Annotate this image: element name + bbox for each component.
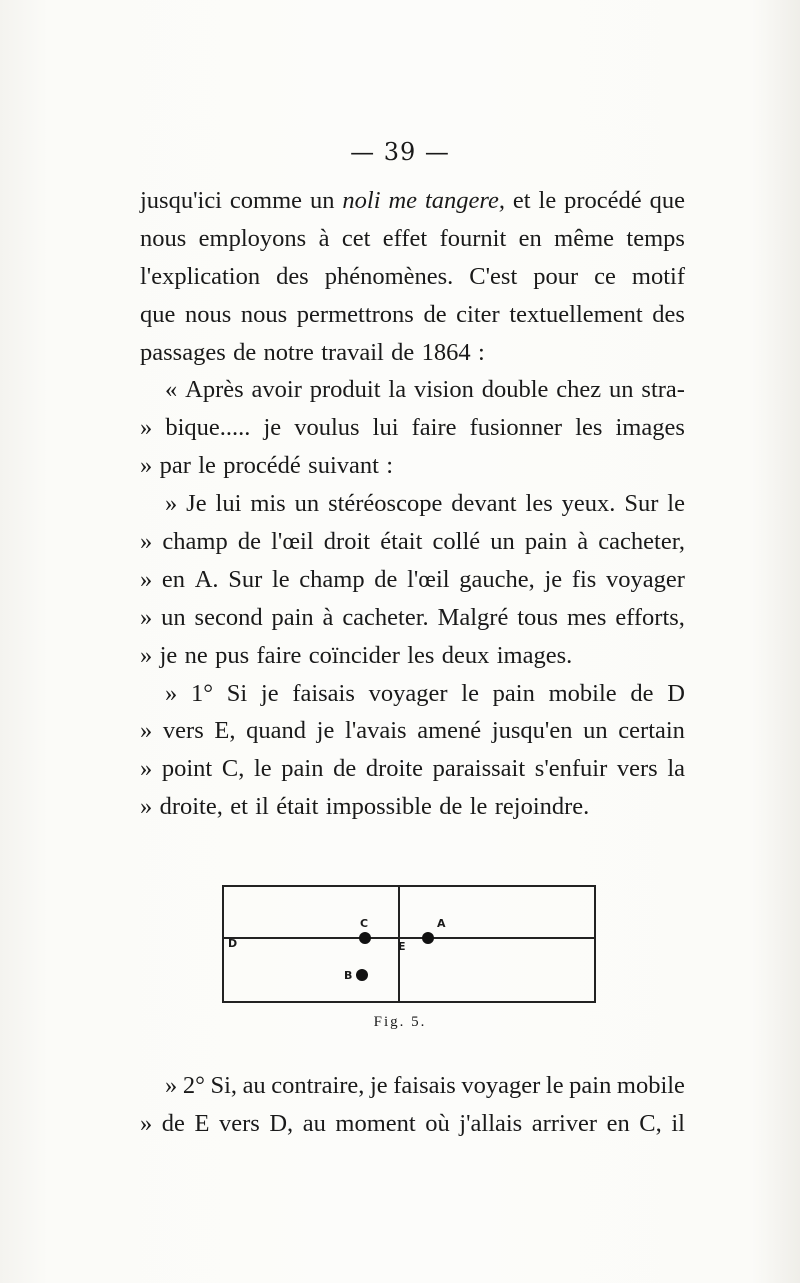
word: la xyxy=(388,376,407,404)
word: que xyxy=(649,187,685,214)
word: voyager xyxy=(368,679,448,707)
text-line xyxy=(140,1105,685,1143)
word: double xyxy=(481,376,549,404)
word: nous xyxy=(140,224,187,252)
word: coïncider xyxy=(308,641,400,669)
figure-point-b xyxy=(356,969,368,981)
word: de xyxy=(391,338,415,366)
word: impossible xyxy=(325,793,432,821)
word: second xyxy=(194,603,263,631)
word: Après xyxy=(185,376,244,404)
word: passages xyxy=(140,338,226,366)
word: » xyxy=(165,490,178,518)
word: cet xyxy=(341,224,371,252)
word: s'enfuir xyxy=(534,755,608,783)
word: à xyxy=(577,528,589,556)
word: vers xyxy=(162,717,204,745)
text-line xyxy=(140,334,685,372)
word: E xyxy=(194,1109,210,1137)
text-line xyxy=(140,523,685,561)
figure-label-c: C xyxy=(360,917,369,930)
word: 2° xyxy=(182,1072,205,1099)
word: je xyxy=(370,1072,388,1099)
word: était xyxy=(380,528,423,556)
word: de xyxy=(374,565,398,593)
word: Malgré xyxy=(437,603,509,631)
word: le xyxy=(271,565,290,593)
word: bique..... xyxy=(165,414,251,442)
word: était xyxy=(276,793,319,821)
word: des xyxy=(652,300,685,328)
word: 1864 xyxy=(421,338,471,366)
word: efforts, xyxy=(615,603,685,631)
word: au xyxy=(302,1109,326,1137)
word: le xyxy=(667,490,685,518)
word: les xyxy=(407,641,435,669)
word: rejoindre. xyxy=(494,793,590,821)
text-line xyxy=(140,258,685,296)
word: textuellement xyxy=(509,300,643,328)
word: par xyxy=(159,452,191,480)
word: temps xyxy=(626,224,685,252)
word: je xyxy=(263,414,282,442)
word: pain xyxy=(524,528,568,556)
word: motif xyxy=(631,262,685,290)
word: produit xyxy=(309,376,381,404)
word: de xyxy=(161,1109,185,1137)
word: en xyxy=(161,565,186,593)
word: lui xyxy=(372,414,399,442)
word: comme xyxy=(229,187,303,214)
text-line xyxy=(140,220,685,258)
word: » xyxy=(140,793,153,821)
word: Sur xyxy=(624,490,659,518)
word: paraissait xyxy=(432,755,526,783)
word: images xyxy=(615,414,685,442)
word: un xyxy=(161,603,186,631)
word: l'œil xyxy=(407,565,450,593)
text-line xyxy=(140,788,685,826)
word: Si xyxy=(226,679,248,707)
word: il xyxy=(255,793,269,821)
word: j'allais xyxy=(459,1109,523,1137)
word: jusqu'en xyxy=(491,717,573,745)
word: des xyxy=(276,262,309,290)
word: procédé xyxy=(564,187,642,214)
word: amené xyxy=(417,717,482,745)
word: vers xyxy=(616,755,658,783)
word: notre xyxy=(263,338,314,366)
word: » xyxy=(140,717,153,745)
text-line xyxy=(140,561,685,599)
word: je xyxy=(159,641,178,669)
word: mes xyxy=(566,603,607,631)
text-line xyxy=(140,409,685,447)
word: mobile xyxy=(548,679,617,707)
word: de xyxy=(630,679,654,707)
word: arriver xyxy=(531,1109,598,1137)
word: au xyxy=(242,1072,266,1099)
word: » xyxy=(140,641,153,669)
word: où xyxy=(425,1109,450,1137)
text-line xyxy=(140,637,685,675)
word: » xyxy=(140,755,153,783)
word: effet xyxy=(382,224,428,252)
word: de xyxy=(439,793,463,821)
word: stra- xyxy=(641,376,685,404)
word: le xyxy=(545,1072,564,1099)
word: fusionner xyxy=(469,414,563,442)
word: en xyxy=(606,1109,630,1137)
word: » xyxy=(165,1072,178,1099)
text-line xyxy=(140,447,685,485)
word: les xyxy=(575,414,603,442)
word: pain xyxy=(569,1072,612,1099)
word: le xyxy=(461,679,479,707)
word: avoir xyxy=(251,376,302,404)
word: ne xyxy=(184,641,208,669)
text-line xyxy=(140,599,685,637)
word: D, xyxy=(269,1109,294,1137)
word: Si, xyxy=(210,1072,237,1099)
word: le xyxy=(253,755,272,783)
figure-label-b: B xyxy=(344,969,353,982)
word: » xyxy=(140,414,153,442)
text-line xyxy=(140,371,685,409)
word: fournit xyxy=(439,224,507,252)
word: employons xyxy=(198,224,307,252)
word: l'avais xyxy=(345,717,407,745)
word: à xyxy=(318,224,330,252)
word: devant xyxy=(451,490,517,518)
word: champ xyxy=(299,565,365,593)
word: 1° xyxy=(190,679,214,707)
word: faisais xyxy=(292,679,355,707)
word: la xyxy=(667,755,685,783)
word: stéréoscope xyxy=(328,490,443,518)
word: nous xyxy=(240,300,288,328)
word: gauche, xyxy=(459,565,535,593)
word: « xyxy=(165,376,178,404)
word: vision xyxy=(413,376,474,404)
word: il xyxy=(671,1109,685,1137)
word: C'est xyxy=(469,262,518,290)
word: un xyxy=(490,528,515,556)
word: les xyxy=(525,490,553,518)
body-text-bottom xyxy=(140,1067,685,1143)
body-text-top xyxy=(140,182,685,826)
word: cacheter, xyxy=(598,528,685,556)
word: suivant xyxy=(308,452,379,480)
word: je xyxy=(316,717,335,745)
text-line xyxy=(140,712,685,750)
word: même xyxy=(554,224,615,252)
word: cacheter. xyxy=(342,603,429,631)
word: collé xyxy=(432,528,481,556)
page-number: — 39 — xyxy=(350,138,450,166)
word: » xyxy=(165,679,178,707)
word: permettrons xyxy=(296,300,414,328)
word: D xyxy=(667,679,685,707)
word: un xyxy=(309,187,335,214)
word: C, xyxy=(639,1109,662,1137)
word: je xyxy=(544,565,563,593)
word: un xyxy=(609,376,634,404)
word: » xyxy=(140,565,153,593)
word: à xyxy=(322,603,334,631)
word: mobile xyxy=(616,1072,685,1099)
figure-caption: Fig. 5. xyxy=(373,1014,427,1030)
text-line xyxy=(140,485,685,523)
word: Sur xyxy=(228,565,263,593)
word: Je xyxy=(186,490,207,518)
word: » xyxy=(140,528,153,556)
word: l'explication xyxy=(140,262,261,290)
word: de xyxy=(333,755,357,783)
word: et xyxy=(512,187,531,214)
word: me xyxy=(388,187,418,214)
word: chez xyxy=(556,376,602,404)
word: jusqu'ici xyxy=(140,187,222,214)
word: » xyxy=(140,452,153,480)
word: l'œil xyxy=(271,528,314,556)
word: faisais xyxy=(393,1072,456,1099)
word: moment xyxy=(335,1109,416,1137)
word: et xyxy=(230,793,248,821)
word: yeux. xyxy=(561,490,616,518)
word: travail xyxy=(321,338,384,366)
word: : xyxy=(386,452,394,480)
word: que xyxy=(140,300,176,328)
figure-horizontal-divider xyxy=(224,937,594,939)
word: pain xyxy=(281,755,324,783)
word: » xyxy=(140,603,153,631)
word: voyager xyxy=(605,565,685,593)
word: pain xyxy=(271,603,314,631)
word: phénomènes. xyxy=(324,262,454,290)
word: faire xyxy=(256,641,302,669)
word: images. xyxy=(496,641,573,669)
text-line xyxy=(140,675,685,713)
word: certain xyxy=(618,717,685,745)
word: vers xyxy=(218,1109,260,1137)
word: point xyxy=(161,755,213,783)
word: A. xyxy=(194,565,219,593)
word: citer xyxy=(456,300,500,328)
word: deux xyxy=(441,641,490,669)
word: pus xyxy=(215,641,250,669)
word: le xyxy=(198,452,216,480)
word: tous xyxy=(517,603,559,631)
word: tangere, xyxy=(424,187,505,214)
figure-diagram xyxy=(222,885,596,1003)
word: fis xyxy=(571,565,597,593)
text-line xyxy=(140,1067,685,1105)
word: pain xyxy=(492,679,535,707)
figure-label-a: A xyxy=(437,917,446,930)
figure-point-a xyxy=(422,932,434,944)
word: : xyxy=(477,338,485,366)
word: le xyxy=(538,187,557,214)
word: mis xyxy=(250,490,286,518)
word: procédé xyxy=(223,452,301,480)
word: lui xyxy=(215,490,242,518)
word: noli xyxy=(342,187,381,214)
word: voyager xyxy=(461,1072,541,1099)
word: de xyxy=(423,300,447,328)
word: » xyxy=(140,1109,153,1137)
word: champ xyxy=(162,528,228,556)
figure-point-c xyxy=(359,932,371,944)
word: quand xyxy=(246,717,307,745)
word: E, xyxy=(214,717,236,745)
text-line xyxy=(140,750,685,788)
word: voulus xyxy=(294,414,360,442)
figure-label-e: E xyxy=(398,940,406,953)
word: droit xyxy=(323,528,371,556)
word: je xyxy=(260,679,279,707)
text-line xyxy=(140,296,685,334)
word: un xyxy=(294,490,320,518)
word: le xyxy=(469,793,488,821)
word: droite xyxy=(365,755,423,783)
word: droite, xyxy=(159,793,223,821)
word: ce xyxy=(594,262,616,290)
word: de xyxy=(237,528,261,556)
word: contraire, xyxy=(271,1072,365,1099)
word: pour xyxy=(533,262,579,290)
word: C, xyxy=(221,755,245,783)
word: faire xyxy=(411,414,457,442)
word: un xyxy=(583,717,608,745)
word: de xyxy=(233,338,257,366)
word: en xyxy=(518,224,542,252)
word: nous xyxy=(184,300,232,328)
text-line xyxy=(140,182,685,220)
figure-label-d: D xyxy=(228,937,238,950)
